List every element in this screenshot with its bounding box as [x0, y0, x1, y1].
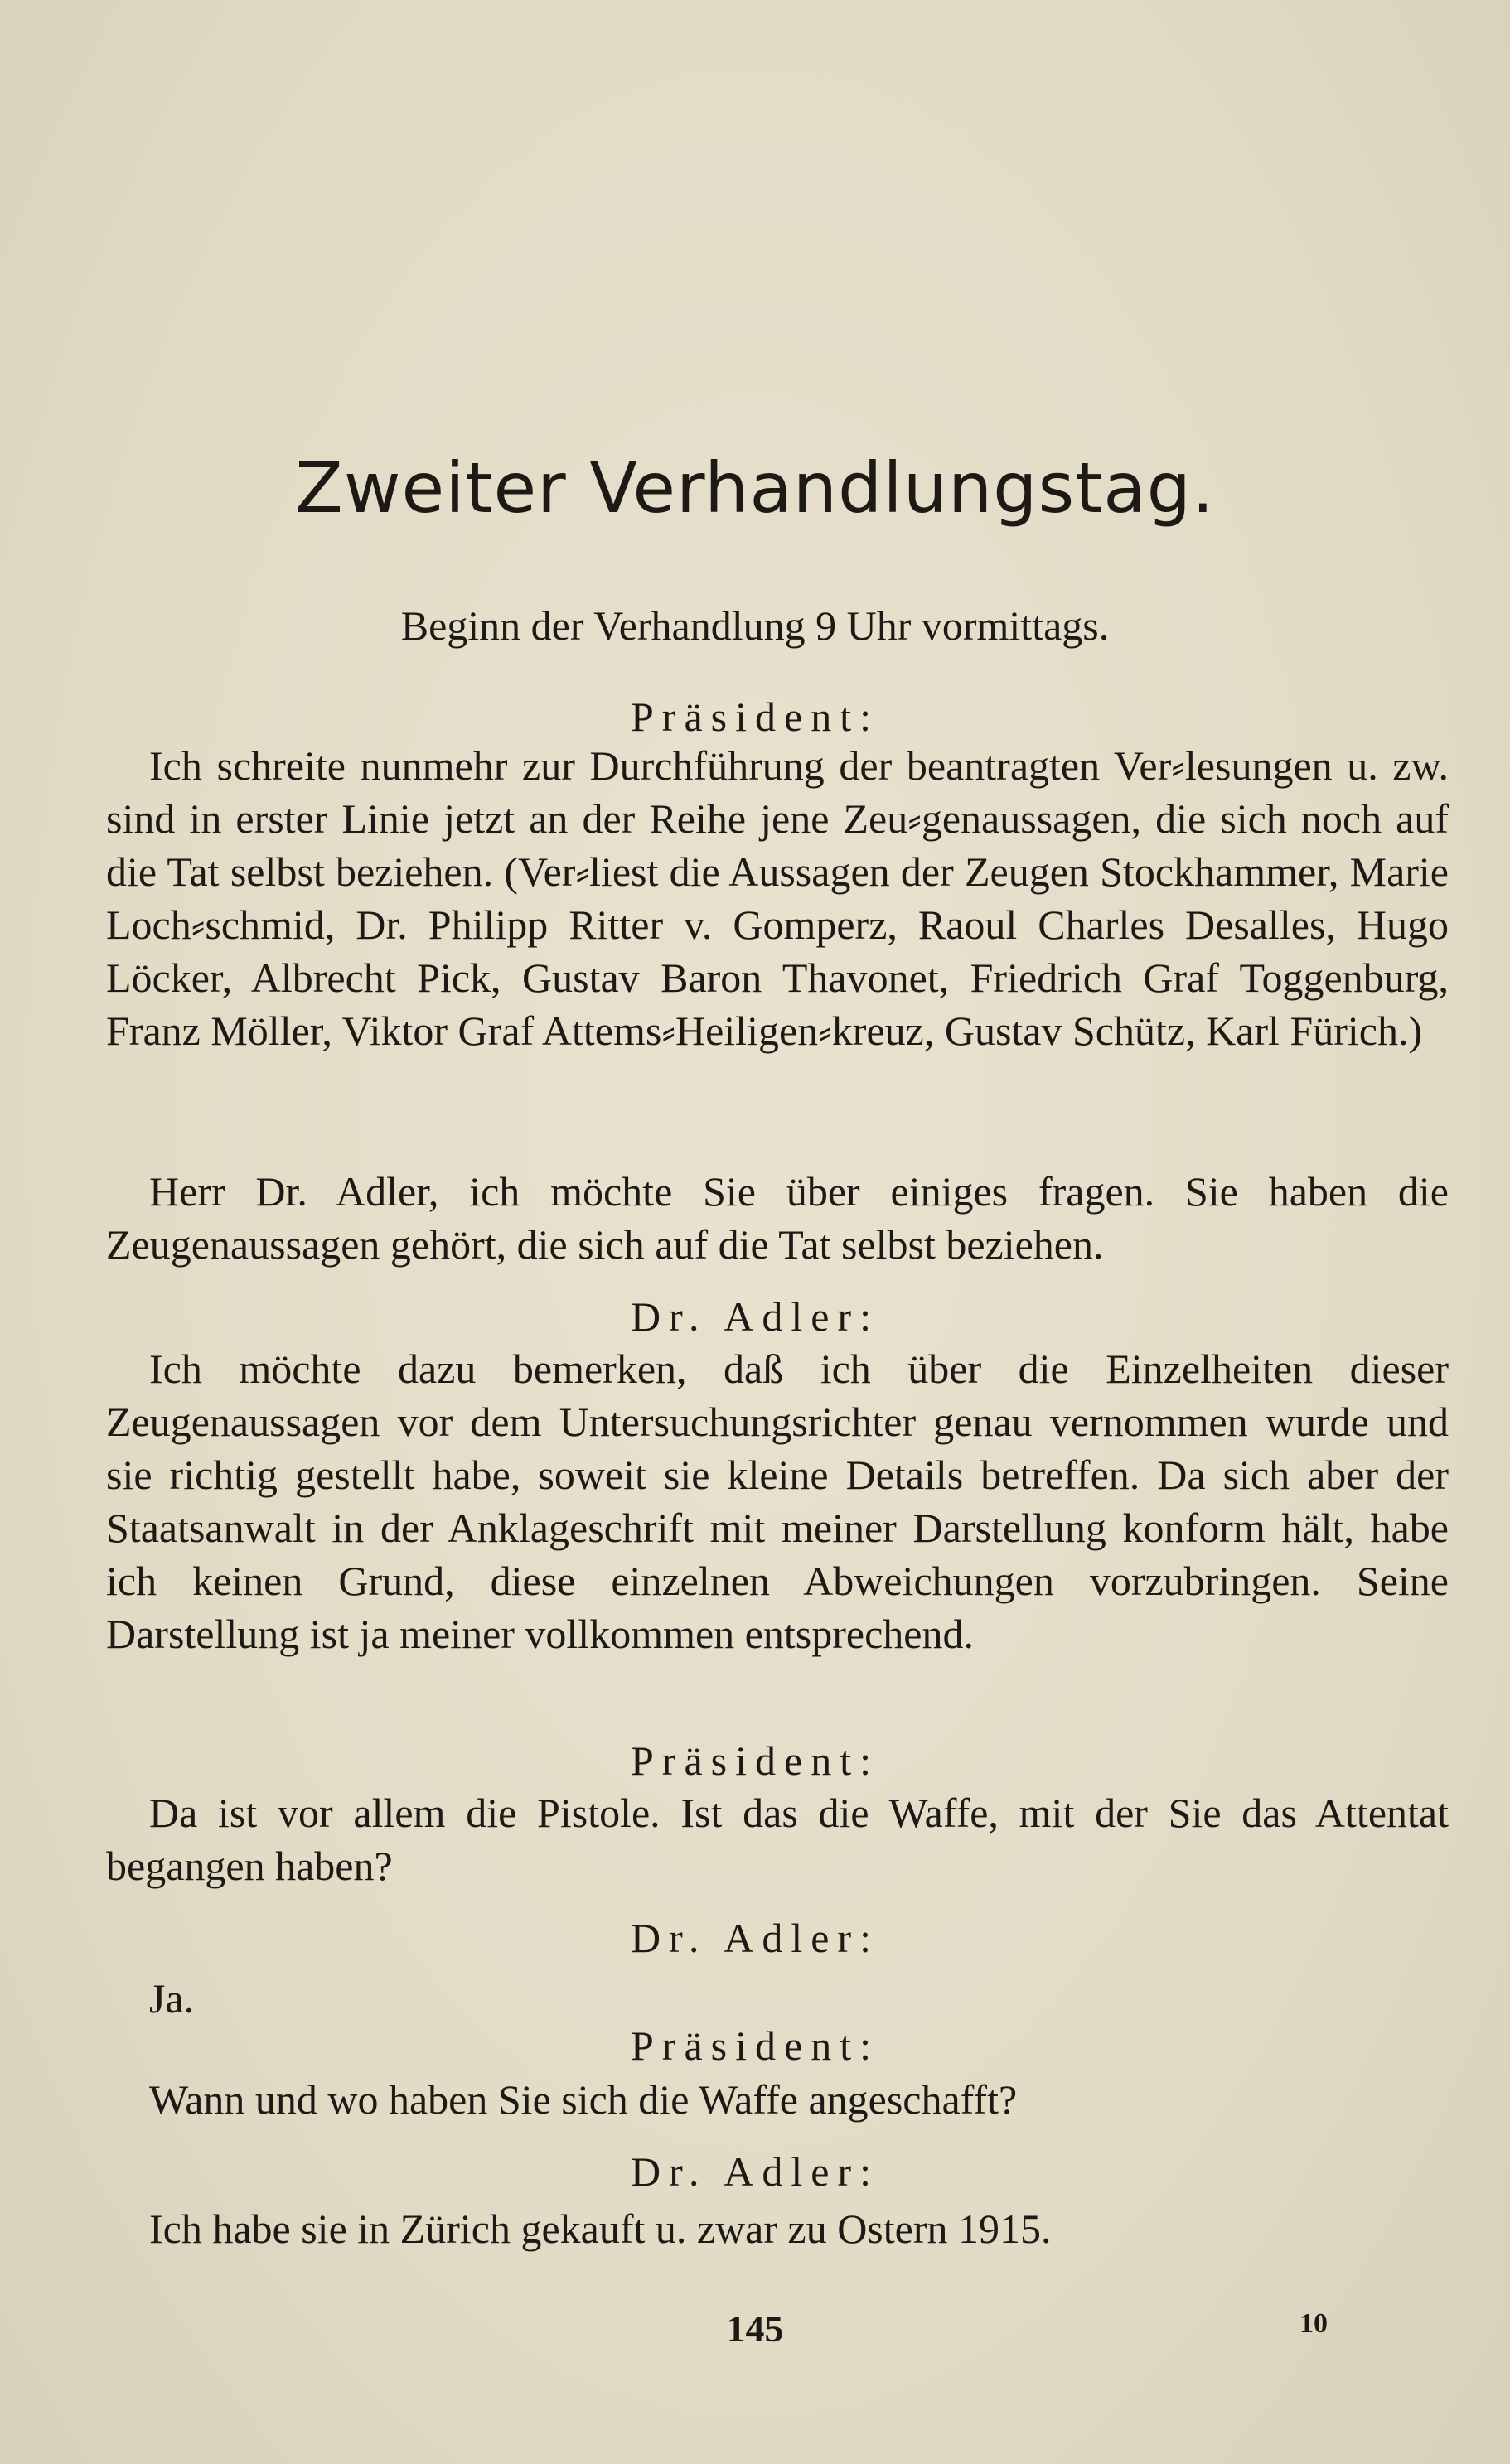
paragraph: Herr Dr. Adler, ich möchte Sie über einiges fragen. Sie haben die Zeugenaussagen gehört, die sich auf die Tat selbst beziehen.	[106, 1168, 1449, 1268]
speaker-label: Dr. Adler:	[631, 1293, 879, 1340]
paragraph: Da ist vor allem die Pistole. Ist das die Waffe, mit der Sie das Attentat begangen haben?	[106, 1790, 1449, 1889]
speaker-label: Dr. Adler:	[631, 2148, 879, 2195]
paragraph: Ich schreite nunmehr zur Durchführung der beantragten Ver⸗lesungen u. zw. sind in erster Linie jetzt an der Reihe jene Zeu⸗genaussagen, die sich noch auf die Tat selbst beziehen. (Ver⸗liest die Aussagen der Zeugen Stockhammer, Marie Loch⸗schmid, Dr. Philipp Ritter v. Gomperz, Raoul Charles Desalles, Hugo Löcker, Albrecht Pick, Gustav Baron Thavonet, Friedrich Graf Toggenburg, Franz Möller, Viktor Graf Attems⸗Heiligen⸗kreuz, Gustav Schütz, Karl Fürich.)	[106, 742, 1449, 1054]
page-number: 145	[726, 2307, 784, 2350]
paragraph: Wann und wo haben Sie sich die Waffe angeschafft?	[149, 2076, 1018, 2123]
speaker-label: Präsident:	[631, 2022, 879, 2069]
speaker-label: Präsident:	[631, 693, 879, 740]
paragraph: Ja.	[149, 1975, 195, 2022]
chapter-title: Zweiter Verhandlungstag.	[295, 447, 1215, 529]
paragraph: Ich habe sie in Zürich gekauft u. zwar zu Ostern 1915.	[149, 2206, 1052, 2252]
signature-mark: 10	[1299, 2308, 1328, 2339]
paragraph: Ich möchte dazu bemerken, daß ich über die Einzelheiten dieser Zeugenaussagen vor dem Untersuchungsrichter genau vernommen wurde und sie richtig gestellt habe, soweit sie kleine Details betreffen. Da sich aber der Staatsanwalt in der Anklageschrift mit meiner Darstellung konform hält, habe ich keinen Grund, diese einzelnen Abweichungen vorzubringen. Seine Darstellung ist ja meiner vollkommen entsprechend.	[106, 1346, 1449, 1657]
speaker-label: Präsident:	[631, 1737, 879, 1784]
speaker-label: Dr. Adler:	[631, 1915, 879, 1961]
session-start-note: Beginn der Verhandlung 9 Uhr vormittags.	[400, 602, 1110, 649]
